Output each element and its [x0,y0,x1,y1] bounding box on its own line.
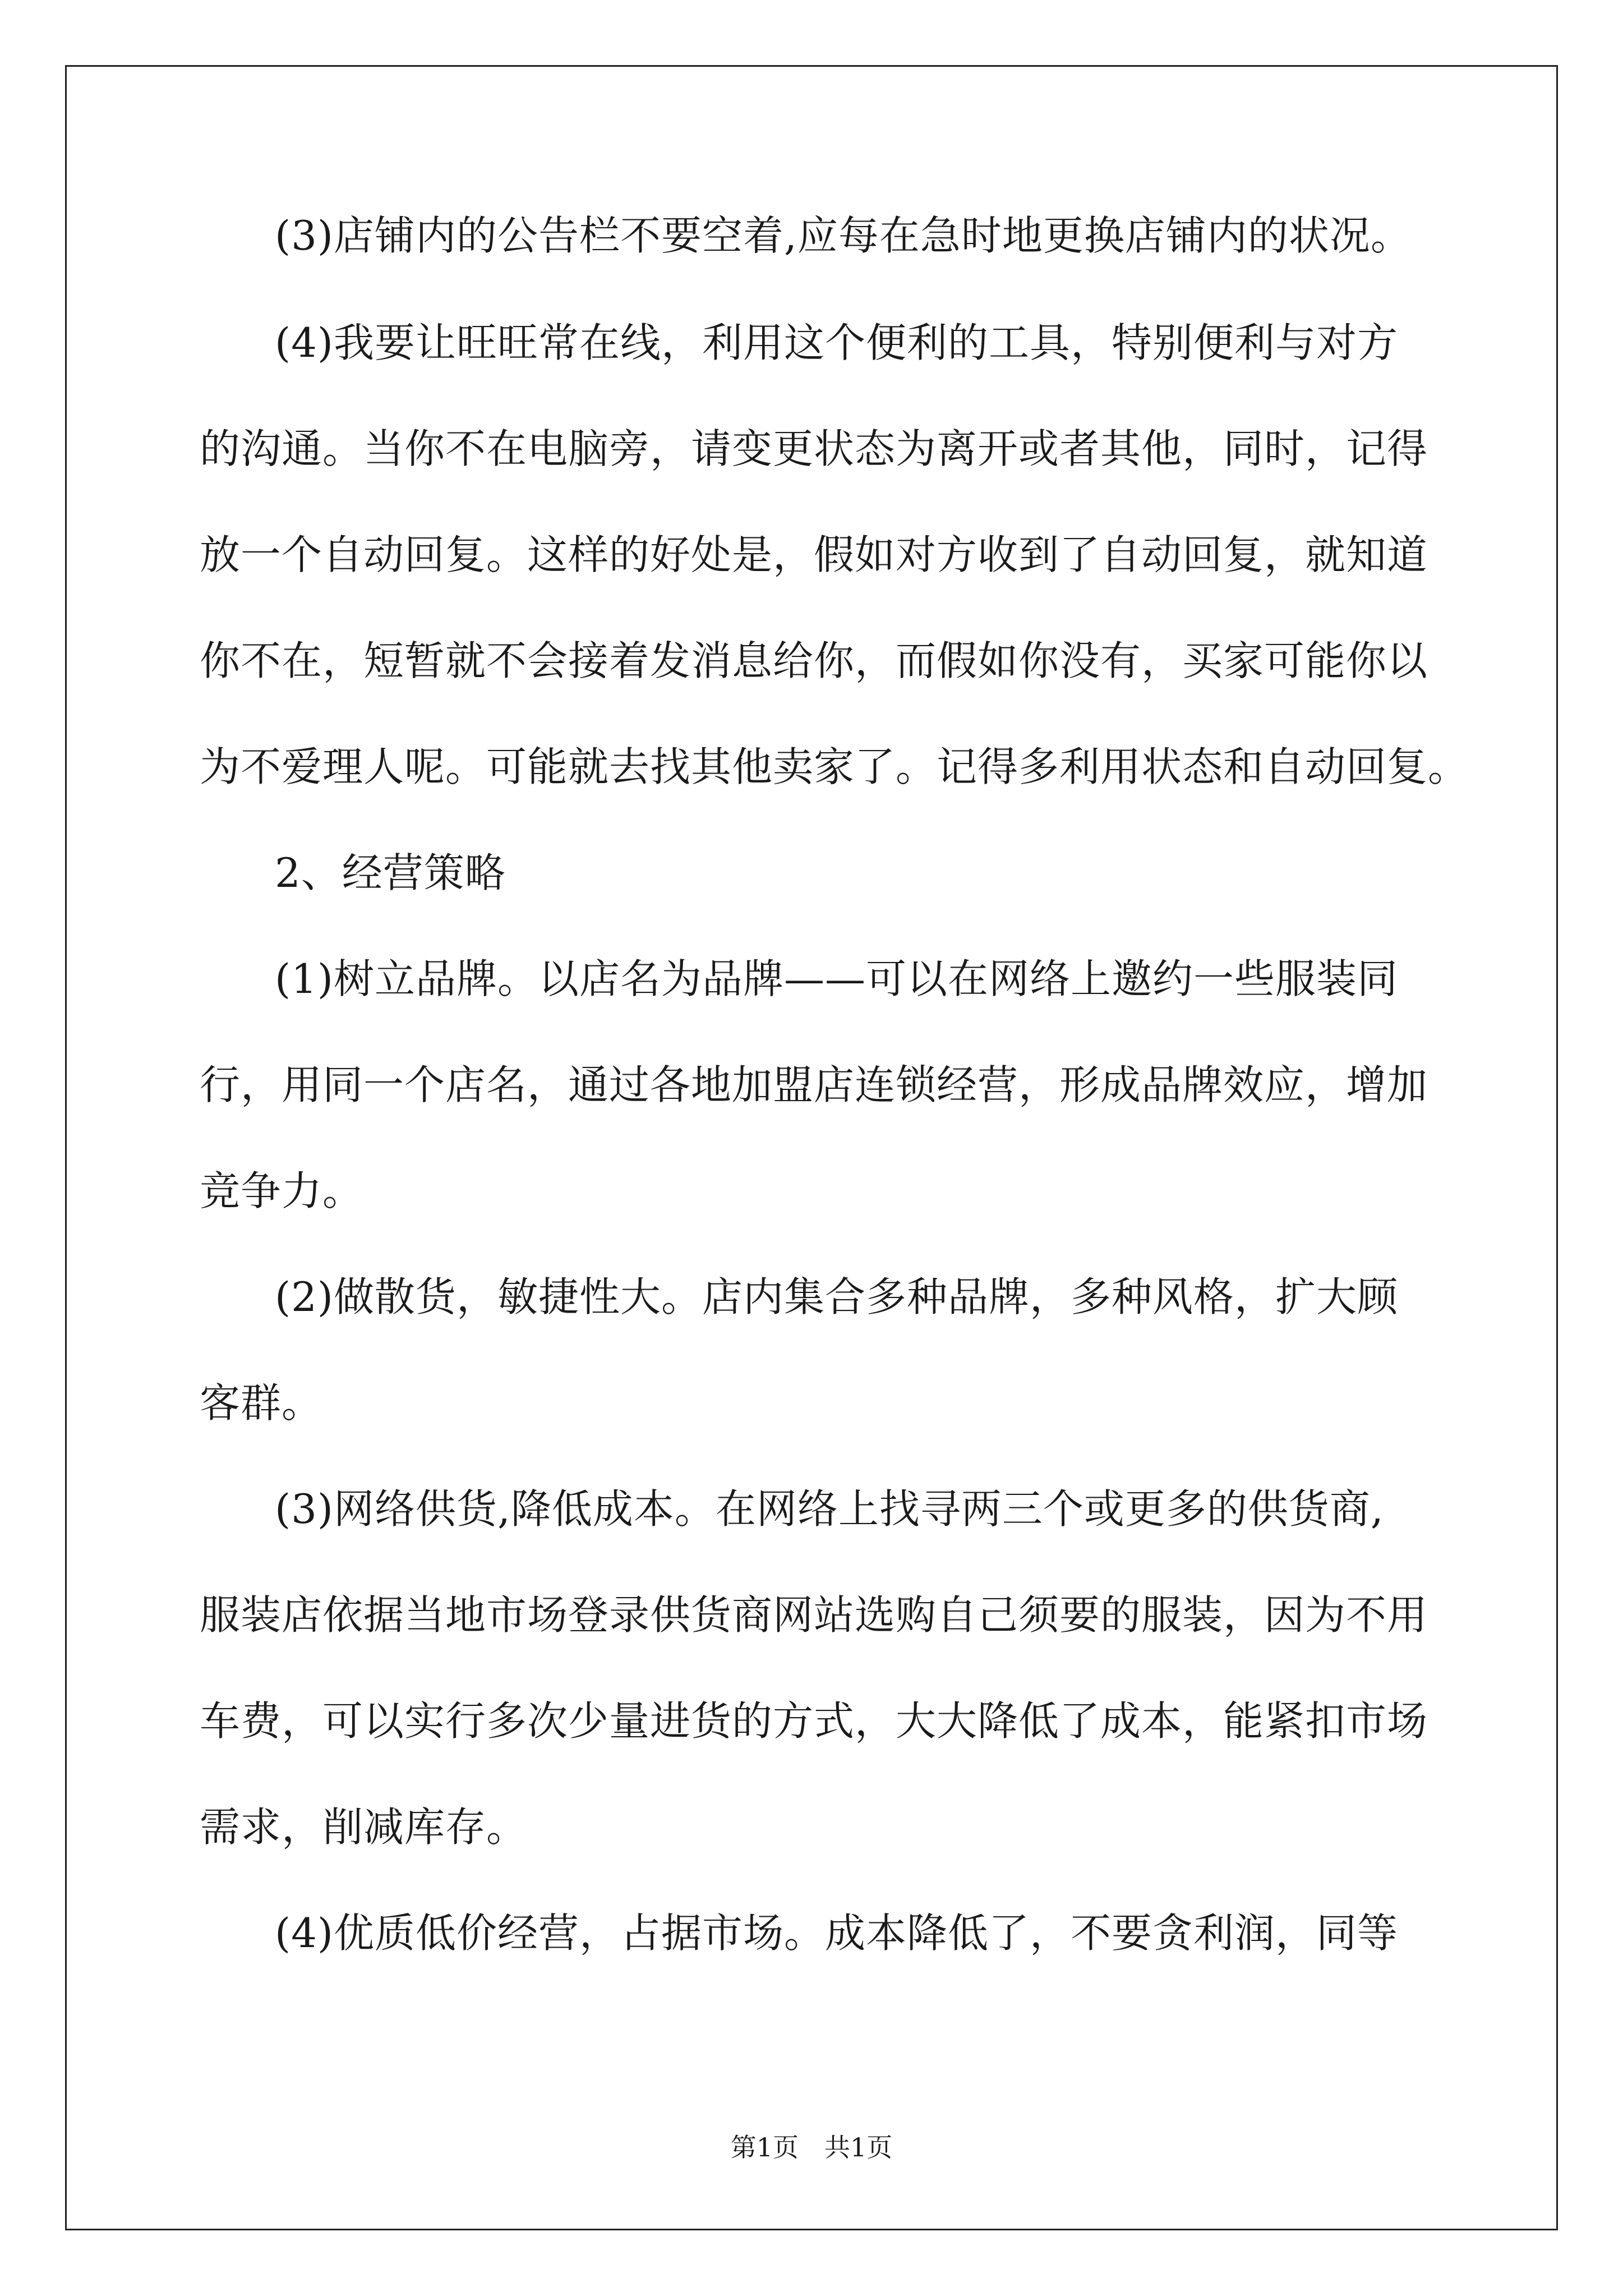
paragraph-line: 的沟通。当你不在电脑旁，请变更状态为离开或者其他，同时，记得 [200,425,1428,472]
paragraph-line: (4)我要让旺旺常在线，利用这个便利的工具，特别便利与对方 [275,319,1398,366]
paragraph-line: 客群。 [200,1379,323,1427]
page-border [65,65,1558,2230]
paragraph-line: 为不爱理人呢。可能就去找其他卖家了。记得多利用状态和自动回复。 [200,743,1469,790]
paragraph-line: (4)优质低价经营，占据市场。成本降低了，不要贪利润，同等 [275,1910,1398,1957]
paragraph-line: (3)网络供货,降低成本。在网络上找寻两三个或更多的供货商, [275,1485,1384,1533]
paragraph-line: 你不在，短暂就不会接着发消息给你，而假如你没有，买家可能你以 [200,637,1428,684]
paragraph-line: 需求，削减库存。 [200,1803,528,1851]
paragraph-line: 放一个自动回复。这样的好处是，假如对方收到了自动回复，就知道 [200,531,1428,578]
page-footer: 第1页 共1页 [730,2132,893,2162]
paragraph-line: 车费，可以实行多次少量进货的方式，大大降低了成本，能紧扣市场 [200,1697,1428,1745]
section-heading: 2、经营策略 [275,849,506,896]
paragraph-line: (2)做散货，敏捷性大。店内集合多种品牌，多种风格，扩大顾 [275,1273,1398,1320]
paragraph-line: 竞争力。 [200,1167,364,1214]
paragraph-line: (1)树立品牌。以店名为品牌——可以在网络上邀约一些服装同 [275,955,1398,1002]
paragraph-line: 行，用同一个店名，通过各地加盟店连锁经营，形成品牌效应，增加 [200,1061,1428,1108]
paragraph-line: (3)店铺内的公告栏不要空着,应每在急时地更换店铺内的状况。 [275,212,1412,259]
paragraph-line: 服装店依据当地市场登录供货商网站选购自己须要的服装，因为不用 [200,1591,1428,1639]
